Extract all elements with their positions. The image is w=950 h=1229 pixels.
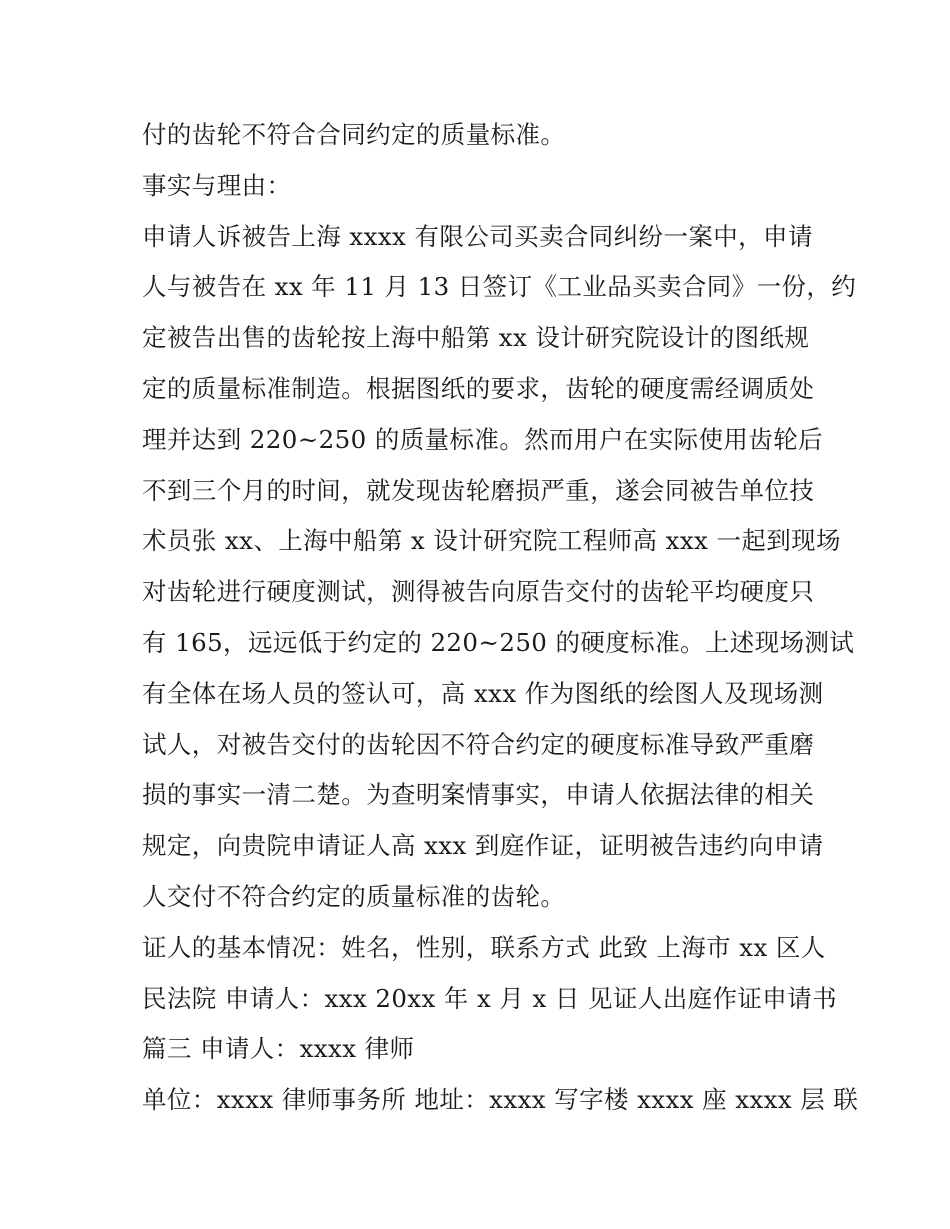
text-line: 证人的基本情况：姓名，性别，联系方式 此致 上海市 xx 区人	[142, 932, 826, 962]
text-line: 事实与理由：	[142, 170, 292, 200]
text-line: 有 165，远远低于约定的 220~250 的硬度标准。上述现场测试	[142, 627, 855, 657]
text-line: 理并达到 220~250 的质量标准。然而用户在实际使用齿轮后	[142, 424, 824, 454]
text-line: 术员张 xx、上海中船第 x 设计研究院工程师高 xxx 一起到现场	[142, 526, 841, 556]
text-line: 单位：xxxx 律师事务所 地址：xxxx 写字楼 xxxx 座 xxxx 层 联	[142, 1085, 859, 1115]
text-line: 篇三 申请人：xxxx 律师	[142, 1034, 415, 1064]
text-line: 民法院 申请人：xxx 20xx 年 x 月 x 日 见证人出庭作证申请书	[142, 983, 837, 1013]
text-line: 试人，对被告交付的齿轮因不符合约定的硬度标准导致严重磨	[142, 729, 815, 759]
text-line: 付的齿轮不符合合同约定的质量标准。	[142, 120, 566, 149]
text-line: 人与被告在 xx 年 11 月 13 日签订《工业品买卖合同》一份，约	[142, 272, 857, 302]
text-line: 申请人诉被告上海 xxxx 有限公司买卖合同纠纷一案中，申请	[142, 221, 813, 251]
text-line: 定被告出售的齿轮按上海中船第 xx 设计研究院设计的图纸规	[142, 323, 810, 353]
text-line: 损的事实一清二楚。为查明案情事实，申请人依据法律的相关	[142, 780, 815, 810]
text-line: 对齿轮进行硬度测试，测得被告向原告交付的齿轮平均硬度只	[142, 577, 815, 607]
text-line: 有全体在场人员的签认可，高 xxx 作为图纸的绘图人及现场测	[142, 678, 824, 708]
text-line: 规定，向贵院申请证人高 xxx 到庭作证，证明被告违约向申请	[142, 831, 824, 861]
text-line: 不到三个月的时间，就发现齿轮磨损严重，遂会同被告单位技	[142, 475, 815, 505]
text-line: 人交付不符合约定的质量标准的齿轮。	[142, 881, 566, 911]
text-line: 定的质量标准制造。根据图纸的要求，齿轮的硬度需经调质处	[142, 373, 815, 403]
document-body	[142, 110, 859, 1126]
